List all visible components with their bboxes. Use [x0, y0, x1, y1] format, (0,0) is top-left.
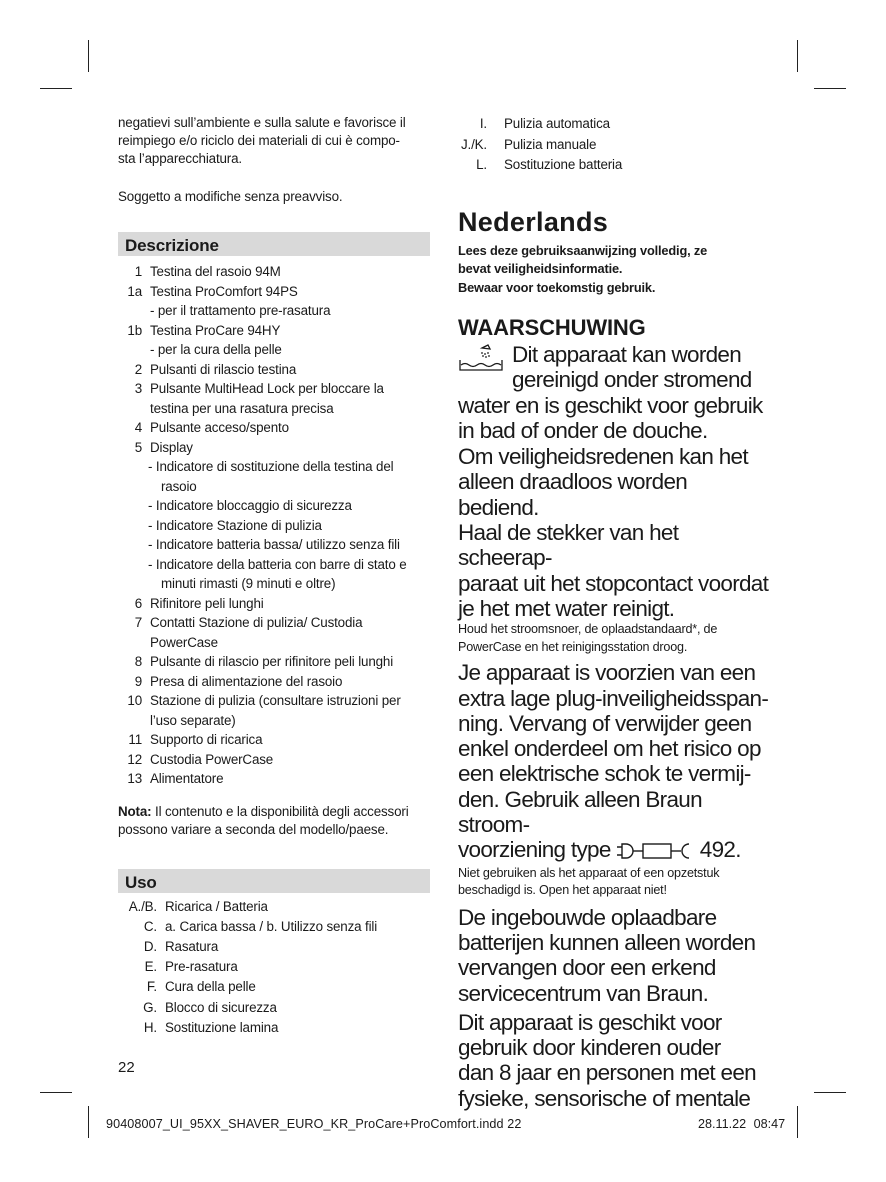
list-item: A./B. Ricarica / Batteria — [128, 898, 268, 914]
page-number: 22 — [118, 1059, 135, 1076]
list-item: 6 Rifinitore peli lunghi — [134, 595, 264, 611]
list-item: 3 Pulsante MultiHead Lock per bloccare la — [134, 381, 384, 396]
list-item: 1 Testina del rasoio 94M — [134, 264, 281, 279]
warning-paragraph: De ingebouwde oplaadbare batterijen kunnen alleen worden vervangen door een erkend servicecentrum van Braun. — [458, 904, 756, 1006]
warning-paragraph: Dit apparaat is geschikt voor gebruik door kinderen ouder dan 8 jaar en personen met een fysieke, sensorische of mentale — [458, 1009, 756, 1111]
list-item: 9 Presa di alimentazione del rasoio — [134, 673, 343, 689]
crop-mark — [814, 88, 846, 89]
warning-heading: WAARSCHUWING — [458, 315, 646, 340]
right-column — [458, 114, 770, 1111]
uso-list — [118, 897, 430, 1038]
list-item: G. Blocco di sicurezza — [143, 999, 277, 1015]
list-item: 4 Pulsante acceso/spento — [134, 420, 289, 435]
list-item: D. Rasatura — [143, 938, 219, 954]
intro-text: sta l’apparecchiatura. — [118, 151, 242, 166]
list-item: - per il trattamento pre-rasatura — [150, 303, 331, 318]
list-item: J./K. Pulizia manuale — [460, 136, 597, 152]
warning-paragraph: Je apparaat is voorzien van een extra lage plug-inveiligheidsspan- ning. Vervang of verwijder geen enkel onderdeel om het risico op een elektrische schok te vermij- den. Gebruik alleen Braun stroom- voorziening type 492. — [458, 660, 769, 863]
display-bullet: - Indicatore batteria bassa/ utilizzo senza fili — [148, 537, 400, 552]
list-item: 12 Custodia PowerCase — [127, 751, 274, 767]
list-item: 10 Stazione di pulizia (consultare istruzioni per l’uso separate) — [127, 693, 401, 728]
list-item: 8 Pulsante di rilascio per rifinitore peli lunghi — [134, 654, 394, 669]
display-bullet: - Indicatore della batteria con barre di stato e minuti rimasti (9 minuti e oltre) — [148, 556, 407, 591]
display-bullet: - Indicatore Stazione di pulizia — [148, 517, 322, 533]
list-item: E. Pre-rasatura — [144, 959, 238, 975]
list-item: 2 Pulsanti di rilascio testina — [134, 361, 297, 377]
crop-mark — [88, 40, 89, 72]
intro-text: reimpiego e/o riciclo dei materiali di cui è compo- — [118, 133, 400, 148]
section-heading-descrizione: Descrizione — [118, 232, 430, 256]
footer-datetime: 28.11.22 08:47 — [698, 1117, 786, 1131]
list-item: C. a. Carica bassa / b. Utilizzo senza fili — [143, 918, 378, 934]
list-item: 11 Supporto di ricarica — [128, 732, 263, 747]
list-item: 13 Alimentatore — [127, 771, 224, 786]
warning-paragraph: Dit apparaat kan worden gereinigd onder stromend water en is geschikt voor gebruik in bad of onder de douche. — [458, 342, 763, 443]
list-item: L. Sostituzione batteria — [476, 157, 623, 172]
note-paragraph: Niet gebruiken als het apparaat of een opzetstuk beschadigd is. Open het apparaat niet! — [458, 865, 720, 898]
nota-text: Nota: Il contenuto e la disponibilità degli accessori — [118, 803, 409, 819]
nota-text: possono variare a seconda del modello/paese. — [118, 821, 389, 837]
footer-filename: 90408007_UI_95XX_SHAVER_EURO_KR_ProCare+ProComfort.indd 22 — [106, 1117, 522, 1131]
intro-bold: Lees deze gebruiksaanwijzing volledig, ze bevat veiligheidsinformatie. Bewaar voor toekomstig gebruik. — [458, 242, 708, 295]
notice-text: Soggetto a modifiche senza preavviso. — [118, 189, 343, 204]
list-item: 1a Testina ProComfort 94PS — [127, 283, 298, 299]
crop-mark — [814, 1092, 846, 1093]
display-bullet: - Indicatore di sostituzione della testina del rasoio — [148, 459, 394, 494]
toc-list — [458, 114, 770, 176]
list-item: 5 Display — [134, 439, 193, 455]
section-title-nederlands: Nederlands — [458, 206, 609, 237]
list-item: 1b Testina ProCare 94HY — [127, 322, 281, 338]
crop-mark — [797, 40, 798, 72]
list-item: F. Cura della pelle — [146, 979, 256, 995]
crop-mark — [40, 88, 72, 89]
note-paragraph: Houd het stroomsnoer, de oplaadstandaard*, de PowerCase en het reinigingsstation droog. — [458, 622, 718, 654]
description-list — [118, 262, 430, 789]
list-item: H. Sostituzione lamina — [143, 1019, 279, 1035]
left-column — [118, 114, 430, 1038]
display-bullet: - Indicatore bloccaggio di sicurezza — [148, 498, 352, 513]
intro-text: negatievi sull’ambiente e sulla salute e favorisce il — [118, 115, 406, 130]
crop-mark — [40, 1092, 72, 1093]
power-supply-plug-icon — [616, 841, 694, 861]
list-item: - per la cura della pelle — [150, 342, 282, 357]
list-item: I. Pulizia automatica — [479, 116, 610, 131]
crop-mark — [88, 1106, 89, 1138]
warning-paragraph: Om veiligheidsredenen kan het alleen draadloos worden bediend. Haal de stekker van het scheerap- paraat uit het stopcontact voordat je het met water reinigt. — [458, 444, 769, 621]
list-item: testina per una rasatura precisa — [150, 400, 334, 416]
section-heading-uso: Uso — [118, 869, 430, 893]
crop-mark — [797, 1106, 798, 1138]
list-item: 7 Contatti Stazione di pulizia/ Custodia PowerCase — [134, 615, 363, 650]
shower-water-icon — [458, 344, 506, 372]
